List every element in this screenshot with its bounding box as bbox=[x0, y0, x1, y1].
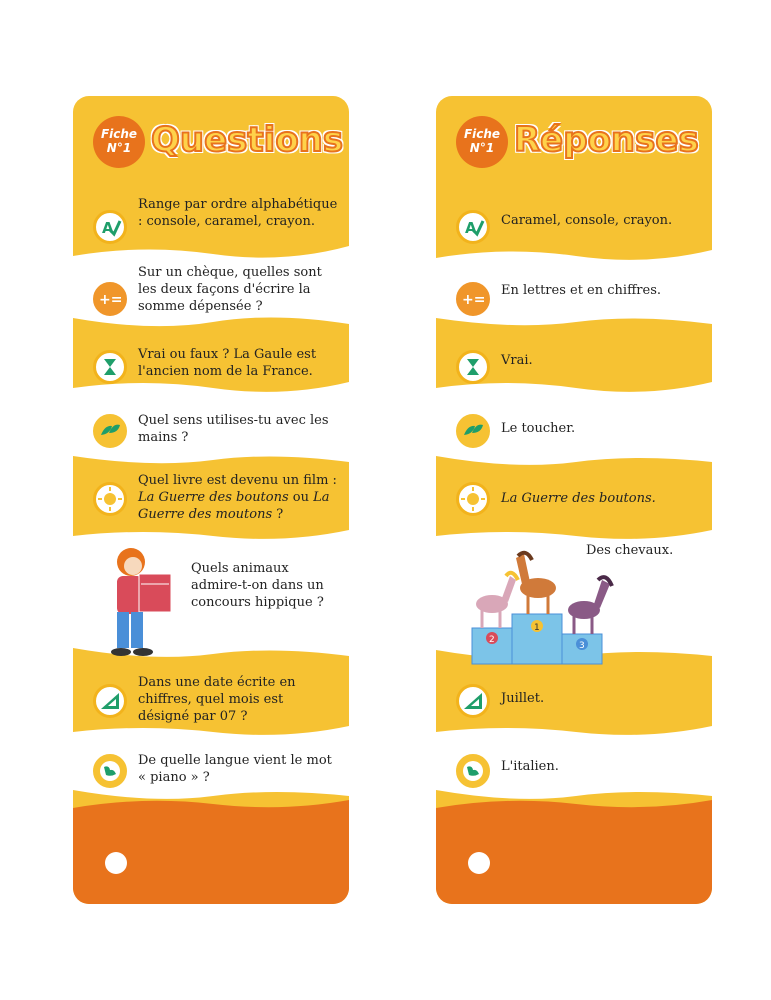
answer-text: La Guerre des boutons. bbox=[501, 491, 656, 506]
questions-bookmark bbox=[73, 96, 349, 904]
answer-text: L'italien. bbox=[501, 759, 559, 774]
podium-number: 1 bbox=[534, 623, 540, 633]
plus-equals-icon bbox=[93, 282, 127, 316]
question-text: De quelle langue vient le mot « piano » ? bbox=[138, 753, 332, 785]
ruler-triangle-icon bbox=[456, 684, 490, 718]
podium-number: 3 bbox=[579, 641, 585, 651]
plus-equals-icon bbox=[456, 282, 490, 316]
questions-title: Questions bbox=[151, 120, 344, 160]
question-text: Quels animaux admire-t-on dans un concours hippique ? bbox=[191, 561, 324, 610]
answers-title: Réponses bbox=[514, 120, 699, 160]
question-text: Quel sens utilises-tu avec les mains ? bbox=[138, 413, 329, 445]
bookmark-hole bbox=[105, 852, 127, 874]
bookmark-hole bbox=[468, 852, 490, 874]
book-title: La Guerre des moutons bbox=[138, 490, 330, 522]
svg-text:+=: += bbox=[462, 292, 486, 308]
horses-podium-illustration bbox=[462, 546, 632, 668]
reading-child-illustration bbox=[91, 544, 191, 659]
leaf-icon bbox=[456, 414, 490, 448]
answer-text: Caramel, console, crayon. bbox=[501, 213, 673, 228]
question-text bbox=[138, 472, 338, 523]
globe-icon bbox=[93, 754, 127, 788]
ruler-triangle-icon bbox=[93, 684, 127, 718]
fiche-label: Fiche bbox=[100, 127, 138, 141]
answers-header bbox=[436, 96, 712, 186]
questions-header bbox=[73, 96, 349, 186]
sun-icon bbox=[456, 482, 490, 516]
leaf-icon bbox=[93, 414, 127, 448]
question-text: Range par ordre alphabétique : console, caramel, crayon. bbox=[138, 197, 338, 229]
sun-icon bbox=[93, 482, 127, 516]
fiche-badge bbox=[93, 116, 145, 168]
answer-text: Vrai. bbox=[501, 353, 533, 368]
answer-text: En lettres et en chiffres. bbox=[501, 283, 662, 298]
question-text: Sur un chèque, quelles sont les deux façons d'écrire la somme dépensée ? bbox=[138, 265, 322, 314]
podium-number: 2 bbox=[489, 635, 495, 645]
globe-icon bbox=[456, 754, 490, 788]
answer-text: Des chevaux. bbox=[586, 543, 674, 558]
svg-text:+=: += bbox=[99, 292, 123, 308]
text-part: ? bbox=[272, 507, 284, 522]
fiche-number: N°1 bbox=[469, 141, 495, 155]
pencil-check-icon bbox=[93, 210, 127, 244]
fiche-badge bbox=[456, 116, 508, 168]
answers-bookmark bbox=[436, 96, 712, 904]
svg-text:A: A bbox=[465, 219, 477, 237]
fiche-label: Fiche bbox=[463, 127, 501, 141]
text-part: ou bbox=[288, 490, 314, 505]
question-text: Dans une date écrite en chiffres, quel mois est désigné par 07 ? bbox=[138, 675, 296, 724]
pencil-check-icon bbox=[456, 210, 490, 244]
question-text: Vrai ou faux ? La Gaule est l'ancien nom de la France. bbox=[138, 347, 317, 379]
hourglass-icon bbox=[93, 350, 127, 384]
hourglass-icon bbox=[456, 350, 490, 384]
answer-text: Le toucher. bbox=[501, 421, 576, 436]
text-part: Quel livre est devenu un film : bbox=[138, 473, 337, 488]
fiche-number: N°1 bbox=[106, 141, 132, 155]
svg-text:A: A bbox=[102, 219, 114, 237]
book-title: La Guerre des boutons bbox=[138, 490, 289, 505]
answer-text: Juillet. bbox=[501, 691, 545, 706]
